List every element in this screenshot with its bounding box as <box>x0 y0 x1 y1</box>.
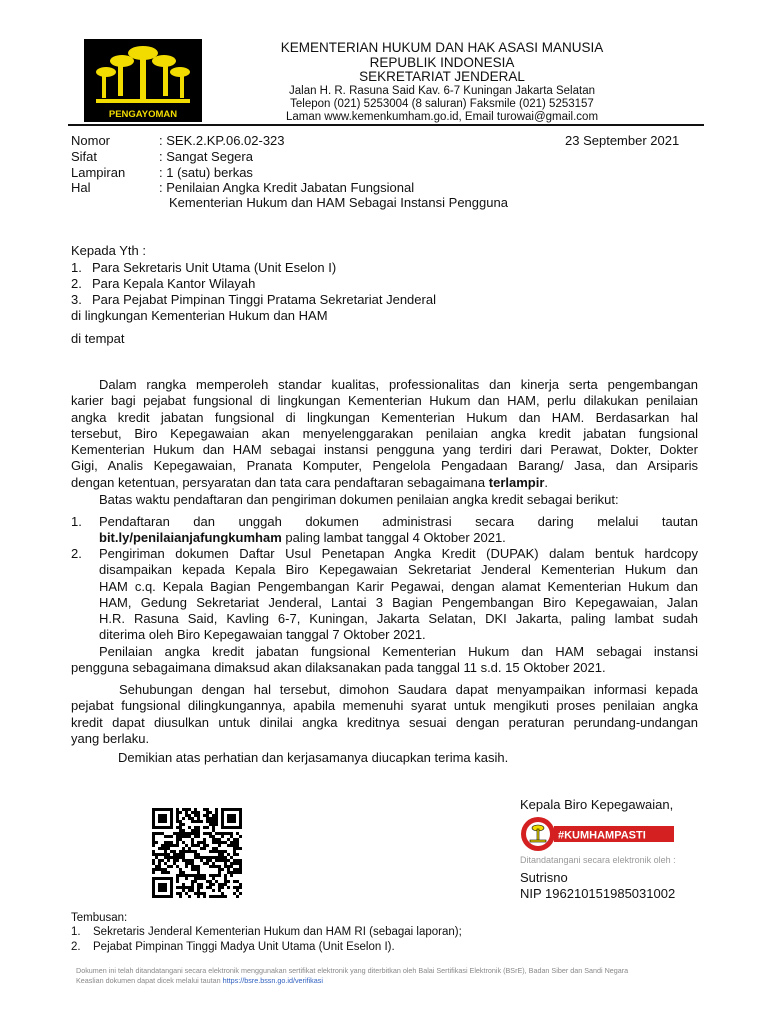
paragraph-line: karier bagi pejabat fungsional di lingkungan Kementerian Hukum dan HAM, perlu dilakukan penilaian <box>71 393 698 409</box>
paragraph-line: angka kredit jabatan fungsional di lingkungan Kementerian Hukum dan HAM. Berdasarkan hal <box>71 409 698 425</box>
addressee-number-1: 1. <box>71 260 82 275</box>
paragraph-line: Gigi, Analis Kepegawaian, Pranata Komputer, Pengelola Pengadaan Barang/ Jasa, dan Arsiparis <box>71 458 698 474</box>
verification-link[interactable]: https://bsre.bssn.go.id/verifikasi <box>222 976 323 985</box>
nomor-label: Nomor <box>71 133 111 148</box>
paragraph-assessment: Penilaian angka kredit jabatan fungsional Kementerian Hukum dan HAM sebagai instansi pengguna sebagaimana dimaksud akan dilaksanakan pada tanggal 11 s.d. 15 Oktober 2021. <box>71 644 698 676</box>
pengayoman-logo <box>84 39 202 122</box>
address-line: Jalan H. R. Rasuna Said Kav. 6-7 Kuningan Jakarta Selatan <box>289 85 595 97</box>
paragraph-intro <box>71 377 698 491</box>
paragraph-line: Kementerian Hukum dan HAM sebagai instansi pengguna yang terdiri dari Perawat, Dokter, Dokter <box>71 442 698 458</box>
signatory-name: Sutrisno <box>520 870 568 885</box>
lampiran-value: : 1 (satu) berkas <box>159 165 253 180</box>
addressee-item: Para Pejabat Pimpinan Tinggi Pratama Sekretariat Jenderal <box>92 292 436 307</box>
ministry-name: KEMENTERIAN HUKUM DAN HAK ASASI MANUSIA <box>280 40 604 55</box>
secretariat-name: SEKRETARIAT JENDERAL <box>359 69 525 84</box>
registration-link[interactable]: bit.ly/penilaianjafungkumham <box>99 530 282 546</box>
footer-verify-note: Keaslian dokumen dapat dicek melalui tautan https://bsre.bssn.go.id/verifikasi <box>76 976 323 985</box>
deadline-item-2: Pengiriman dokumen Daftar Usul Penetapan Angka Kredit (DUPAK) dalam bentuk hardcopy disampaikan kepada Kepala Biro Kepegawaian Sekretariat Jenderal Kementerian Hukum dan HAM c.q. Kepala Bagian Pengembangan Karir Pegawai, dengan alamat Kementerian Hukum dan HAM, Gedung Sekretariat Jenderal, Lantai 3 Bagian Pengembangan Biro Kepegawaian, Jalan H.R. Rasuna Said, Kavling 6-7, Kuningan, Jakarta Selatan, DKI Jakarta, paling lambat sudah diterima oleh Biro Kepegawaian tanggal 7 Oktober 2021. <box>99 546 698 643</box>
letterhead-divider <box>68 124 704 126</box>
kumham-pasti-stamp <box>520 814 680 854</box>
tembusan-number-1: 1. <box>71 926 81 938</box>
hal-value: : Penilaian Angka Kredit Jabatan Fungsional <box>159 180 415 195</box>
addressee-item: Para Sekretaris Unit Utama (Unit Eselon I) <box>92 260 337 275</box>
tembusan-item: Sekretaris Jenderal Kementerian Hukum dan HAM RI (sebagai laporan); <box>93 926 462 938</box>
tembusan-item: Pejabat Pimpinan Tinggi Madya Unit Utama (Unit Eselon I). <box>93 941 395 953</box>
tembusan-label: Tembusan: <box>71 912 128 924</box>
paragraph-line-last: dengan ketentuan, persyaratan dan tata cara pendaftaran sebagaimana terlampir. <box>71 474 549 490</box>
stamp-text: #KUMHAMPASTI <box>558 829 646 842</box>
addressee-item: Para Kepala Kantor Wilayah <box>92 276 256 291</box>
hal-label: Hal <box>71 180 91 195</box>
signatory-title: Kepala Biro Kepegawaian, <box>520 797 674 812</box>
sifat-label: Sifat <box>71 149 98 164</box>
addressee-greeting: Kepada Yth : <box>71 243 146 258</box>
deadline-item-1: Pendaftaran dan unggah dokumen administrasi secara daring melalui tautan bit.ly/penilaianjafungkumham paling lambat tanggal 4 Oktober 2021. <box>99 514 698 546</box>
addressee-number-3: 3. <box>71 292 82 307</box>
tembusan-number-2: 2. <box>71 941 81 953</box>
terlampir-bold: terlampir <box>488 474 545 490</box>
list-number: 1. <box>71 514 82 529</box>
sifat-value: : Sangat Segera <box>159 149 253 164</box>
country-name: REPUBLIK INDONESIA <box>369 55 515 70</box>
paragraph-line: Dalam rangka memperoleh standar kualitas, professionalitas dan kinerja serta pengembangan <box>99 377 698 392</box>
letter-date: 23 September 2021 <box>565 133 680 148</box>
qr-code-icon <box>152 808 242 898</box>
footer-bsre-note: Dokumen ini telah ditandatangani secara elektronik menggunakan sertifikat elektronik yang diterbitkan oleh Balai Sertifikasi Elektronik (BSrE), Badan Siber dan Sandi Negara <box>76 966 629 975</box>
lampiran-label: Lampiran <box>71 165 126 180</box>
phone-line: Telepon (021) 5253004 (8 saluran) Faksmile (021) 5253157 <box>290 98 594 110</box>
web-line: Laman www.kemenkumham.go.id, Email turowai@gmail.com <box>285 111 599 123</box>
addressee-number-2: 2. <box>71 276 82 291</box>
addressee-place: di tempat <box>71 331 125 346</box>
hal-value-continued: Kementerian Hukum dan HAM Sebagai Instansi Pengguna <box>169 195 508 210</box>
list-number: 2. <box>71 546 82 561</box>
paragraph-line: tersebut, Biro Kepegawaian akan menyelenggarakan penilaian angka kredit jabatan fungsional <box>71 425 698 441</box>
signed-electronically-note: Ditandatangani secara elektronik oleh : <box>520 855 676 865</box>
addressee-scope: di lingkungan Kementerian Hukum dan HAM <box>71 308 328 323</box>
paragraph-request: Sehubungan dengan hal tersebut, dimohon Saudara dapat menyampaikan informasi kepada pejabat fungsional dilingkungannya, apabila memenuhi syarat untuk mengikuti proses penilaian angka kredit dapat diusulkan untuk dinilai angka kreditnya sesuai dengan peraturan perundang-undangan yang berlaku. <box>71 682 698 746</box>
closing-sentence: Demikian atas perhatian dan kerjasamanya diucapkan terima kasih. <box>118 750 509 765</box>
deadline-intro: Batas waktu pendaftaran dan pengiriman dokumen penilaian angka kredit sebagai berikut: <box>99 492 619 507</box>
nomor-value: : SEK.2.KP.06.02-323 <box>159 133 285 148</box>
signatory-nip: NIP 196210151985031002 <box>520 886 676 901</box>
logo-text: PENGAYOMAN <box>108 109 178 120</box>
